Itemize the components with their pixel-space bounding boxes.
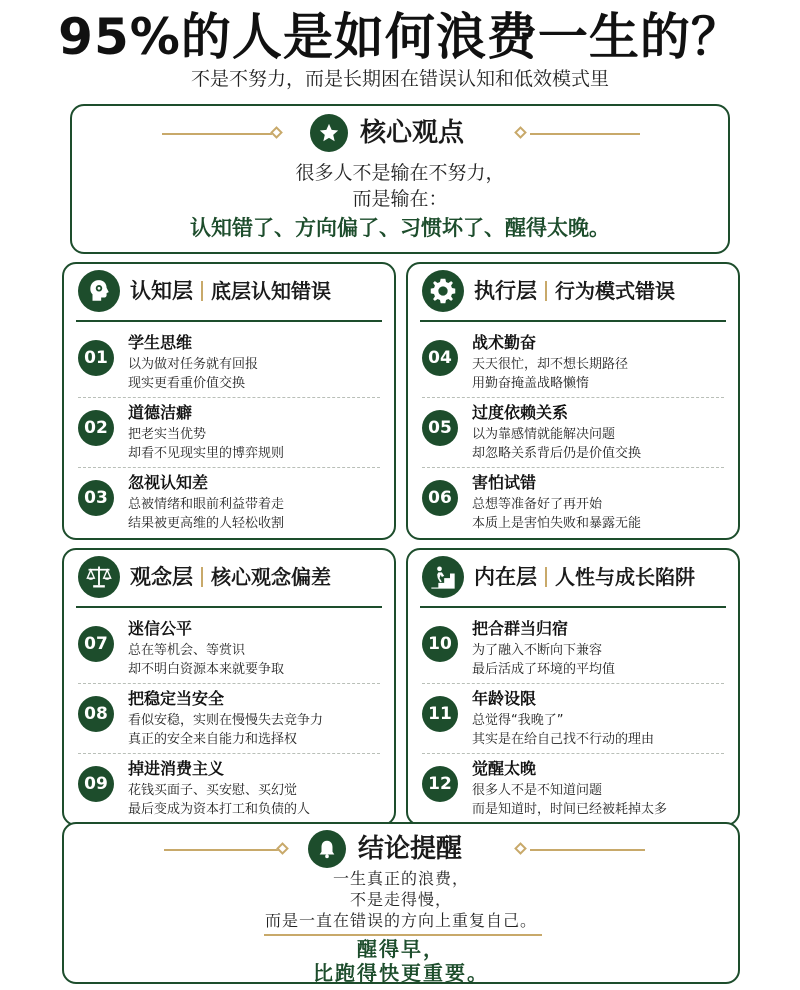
section-header-rule <box>76 320 382 322</box>
item-number-badge: 02 <box>78 410 114 446</box>
item-title: 掉进消费主义 <box>128 759 225 778</box>
list-item <box>78 686 384 754</box>
core-line-2: 而是输在： <box>352 188 448 210</box>
conclusion-ornament-right <box>530 849 645 851</box>
item-number-badge: 11 <box>422 696 458 732</box>
section-header-rule <box>420 606 726 608</box>
list-item <box>422 616 728 684</box>
item-title: 学生思维 <box>128 333 193 352</box>
list-item <box>422 470 728 538</box>
ornament-diamond-right <box>514 126 527 139</box>
title-separator <box>201 567 203 587</box>
item-line-1: 看似安稳，实则在慢慢失去竞争力 <box>128 713 324 728</box>
item-title: 觉醒太晚 <box>472 759 537 778</box>
conclusion-line-1: 一生真正的浪费， <box>332 869 469 888</box>
item-divider <box>78 683 380 684</box>
star-icon <box>310 114 348 152</box>
item-line-1: 花钱买面子、买安慰、买幻觉 <box>128 783 298 798</box>
item-line-2: 结果被更高维的人轻松收割 <box>128 516 285 531</box>
item-line-2: 其实是在给自己找不行动的理由 <box>472 732 655 747</box>
item-number-badge: 08 <box>78 696 114 732</box>
item-line-1: 很多人不是不知道问题 <box>472 783 603 798</box>
item-line-2: 真正的安全来自能力和选择权 <box>128 732 298 747</box>
bell-icon <box>308 830 346 868</box>
section-header-rule <box>420 320 726 322</box>
item-title: 把合群当归宿 <box>472 619 569 638</box>
stairs-climb-icon <box>422 556 464 598</box>
core-title: 核心观点 <box>360 118 465 148</box>
core-highlight: 认知错了、方向偏了、习惯坏了、醒得太晚。 <box>190 216 610 240</box>
item-number-badge: 01 <box>78 340 114 376</box>
item-number-badge: 06 <box>422 480 458 516</box>
gear-icon <box>422 270 464 312</box>
list-item <box>422 400 728 468</box>
header-ornament-left <box>162 133 272 135</box>
list-item <box>78 330 384 398</box>
page-title: 95%的人是如何浪费一生的？ <box>58 8 742 66</box>
item-line-2: 最后活成了环境的平均值 <box>472 662 616 677</box>
item-number-badge: 03 <box>78 480 114 516</box>
item-number-badge: 04 <box>422 340 458 376</box>
section-title <box>474 276 675 306</box>
item-line-2: 却看不见现实里的博弈规则 <box>128 446 285 461</box>
conclusion-title: 结论提醒 <box>358 834 463 864</box>
header-ornament-right <box>530 133 640 135</box>
item-title: 道德洁癖 <box>128 403 193 422</box>
list-item <box>422 330 728 398</box>
section-card-4 <box>406 548 740 826</box>
title-separator <box>201 281 203 301</box>
core-line-1: 很多人不是输在不努力， <box>295 162 505 184</box>
section-title-main: 内在层 <box>474 565 537 589</box>
item-line-2: 用勤奋掩盖战略懒惰 <box>472 376 590 391</box>
list-item <box>422 756 728 824</box>
item-divider <box>422 467 724 468</box>
section-header-rule <box>76 606 382 608</box>
conclusion-line-3: 而是一直在错误的方向上重复自己。 <box>264 911 537 930</box>
item-line-2: 最后变成为资本打工和负债的人 <box>128 802 311 817</box>
item-divider <box>422 683 724 684</box>
item-line-1: 总想等准备好了再开始 <box>472 497 603 512</box>
item-title: 害怕试错 <box>472 473 537 492</box>
section-card-3 <box>62 548 396 826</box>
section-title <box>474 562 695 592</box>
conclusion-ornament-left <box>164 849 279 851</box>
conclusion-card <box>62 822 740 984</box>
section-subtitle: 核心观念偏差 <box>211 565 331 589</box>
section-card-1 <box>62 262 396 540</box>
section-title <box>130 276 331 306</box>
item-number-badge: 07 <box>78 626 114 662</box>
conclusion-diamond-right <box>514 842 527 855</box>
section-title-main: 认知层 <box>130 279 193 303</box>
section-subtitle: 底层认知错误 <box>211 279 331 303</box>
section-title <box>130 562 331 592</box>
item-line-1: 总在等机会、等赏识 <box>128 643 246 658</box>
item-title: 年龄设限 <box>472 689 537 708</box>
item-number-badge: 09 <box>78 766 114 802</box>
head-gear-icon <box>78 270 120 312</box>
item-divider <box>78 467 380 468</box>
item-line-2: 现实更看重价值交换 <box>128 376 246 391</box>
list-item <box>78 756 384 824</box>
item-divider <box>422 753 724 754</box>
item-title: 把稳定当安全 <box>128 689 225 708</box>
item-title: 过度依赖关系 <box>472 403 569 422</box>
section-title-main: 执行层 <box>474 279 537 303</box>
conclusion-highlight-1: 醒得早， <box>357 937 445 961</box>
item-title: 战术勤奋 <box>472 333 537 352</box>
conclusion-diamond-left <box>276 842 289 855</box>
item-line-2: 而是知道时，时间已经被耗掉太多 <box>472 802 668 817</box>
item-line-1: 把老实当优势 <box>128 427 207 442</box>
item-line-1: 总觉得“我晚了” <box>472 713 564 728</box>
conclusion-line-2: 不是走得慢， <box>349 890 452 909</box>
item-line-1: 天天很忙，却不想长期路径 <box>472 357 629 372</box>
item-line-2: 本质上是害怕失败和暴露无能 <box>472 516 642 531</box>
section-card-2 <box>406 262 740 540</box>
list-item <box>422 686 728 754</box>
item-divider <box>422 397 724 398</box>
item-line-1: 以为做对任务就有回报 <box>128 357 259 372</box>
item-title: 忽视认知差 <box>128 473 209 492</box>
page-subtitle: 不是不努力，而是长期困在错误认知和低效模式里 <box>190 68 609 90</box>
conclusion-highlight-2: 比跑得快更重要。 <box>313 961 489 985</box>
item-title: 迷信公平 <box>128 619 193 638</box>
item-line-1: 总被情绪和眼前利益带着走 <box>128 497 285 512</box>
list-item <box>78 616 384 684</box>
item-line-2: 却忽略关系背后仍是价值交换 <box>472 446 642 461</box>
title-separator <box>545 567 547 587</box>
list-item <box>78 400 384 468</box>
item-line-1: 以为靠感情就能解决问题 <box>472 427 616 442</box>
item-divider <box>78 753 380 754</box>
scales-icon <box>78 556 120 598</box>
section-subtitle: 行为模式错误 <box>555 279 675 303</box>
item-line-1: 为了融入不断向下兼容 <box>472 643 603 658</box>
section-subtitle: 人性与成长陷阱 <box>555 565 695 589</box>
item-number-badge: 10 <box>422 626 458 662</box>
item-line-2: 却不明白资源本来就要争取 <box>128 662 285 677</box>
item-number-badge: 12 <box>422 766 458 802</box>
item-divider <box>78 397 380 398</box>
ornament-diamond-left <box>270 126 283 139</box>
core-viewpoint-card <box>70 104 730 254</box>
list-item <box>78 470 384 538</box>
item-number-badge: 05 <box>422 410 458 446</box>
section-title-main: 观念层 <box>130 565 193 589</box>
title-separator <box>545 281 547 301</box>
